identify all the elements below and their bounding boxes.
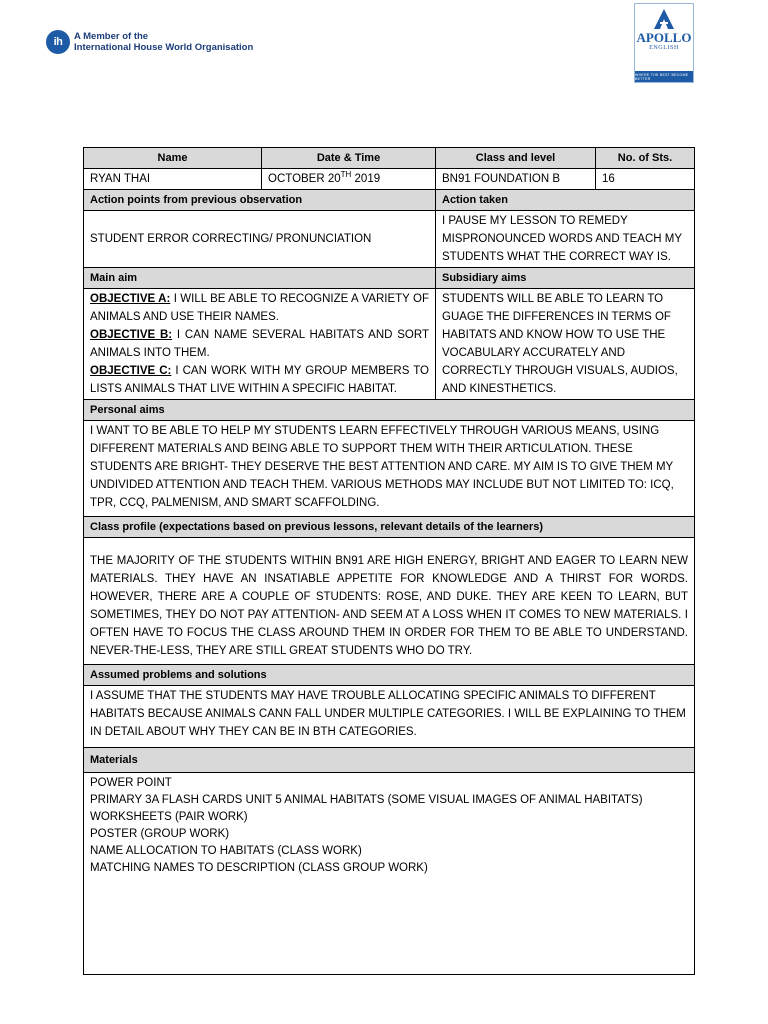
assumed-problems-value: I ASSUME THAT THE STUDENTS MAY HAVE TROUBLE ALLOCATING SPECIFIC ANIMALS TO DIFFERENT HABITATS BECAUSE ANIMALS CANN FALL UNDER MULTIPLE CATEGORIES. I WILL BE EXPLAINING TO THEM IN DETAIL ABOUT WHY THEY CAN BE IN BTH CATEGORIES. <box>84 686 695 748</box>
class-level-value: BN91 FOUNDATION B <box>436 169 596 190</box>
action-taken-value: I PAUSE MY LESSON TO REMEDY MISPRONOUNCED WORDS AND TEACH MY STUDENTS WHAT THE CORRECT WAY IS. <box>436 211 695 268</box>
ih-membership-text <box>74 31 253 53</box>
objective-a-label: OBJECTIVE A: <box>90 293 171 305</box>
material-item: NAME ALLOCATION TO HABITATS (CLASS WORK) <box>90 845 362 857</box>
objective-b-text: I CAN NAME SEVERAL HABITATS AND SORT ANIMALS INTO THEM. <box>90 329 429 359</box>
class-profile-label: Class profile (expectations based on previous lessons, relevant details of the learners) <box>84 517 695 538</box>
objective-a-text: I WILL BE ABLE TO RECOGNIZE A VARIETY OF ANIMALS AND USE THEIR NAMES. <box>90 293 429 323</box>
date-prefix: OCTOBER 20 <box>268 173 341 185</box>
apollo-tagline: WHERE THE BEST BECOME BETTER <box>635 71 693 82</box>
subsidiary-aims-value: STUDENTS WILL BE ABLE TO LEARN TO GUAGE THE DIFFERENCES IN TERMS OF HABITATS AND KNOW HOW TO USE THE VOCABULARY ACCURATELY AND CORRECTLY THROUGH VISUALS, AUDIOS, AND KINESTHETICS. <box>436 289 695 400</box>
ih-logo-icon: ih <box>46 30 70 54</box>
prev-observation-value: STUDENT ERROR CORRECTING/ PRONUNCIATION <box>84 211 436 268</box>
objective-c-text: I CAN WORK WITH MY GROUP MEMBERS TO LISTS ANIMALS THAT LIVE WITHIN A SPECIFIC HABITAT. <box>90 365 429 395</box>
objective-a <box>90 290 429 326</box>
class-profile-value: THE MAJORITY OF THE STUDENTS WITHIN BN91 ARE HIGH ENERGY, BRIGHT AND EAGER TO LEARN NEW MATERIALS. THEY HAVE AN INSATIABLE APPETITE FOR KNOWLEDGE AND A THIRST FOR WORDS. HOWEVER, THERE ARE A COUPLE OF STUDENTS: ROSE, AND DUKE. THEY ARE KEEN TO LEARN, BUT SOMETIMES, THEY DO NOT PAY ATTENTION- AND SEEM AT A LOSS WHEN IT COMES TO NEW MATERIALS. I OFTEN HAVE TO FOCUS THE CLASS AROUND THEM IN ORDER FOR THEM TO BE ABLE TO UNDERSTAND. NEVER-THE-LESS, THEY ARE STILL GREAT STUDENTS WHO DO TRY. <box>84 538 695 665</box>
action-taken-label: Action taken <box>436 190 695 211</box>
personal-aims-value: I WANT TO BE ABLE TO HELP MY STUDENTS LEARN EFFECTIVELY THROUGH VARIOUS MEANS, USING DIFFERENT MATERIALS AND BEING ABLE TO SUPPORT THEM WITH THEIR ARTICULATION. THESE STUDENTS ARE BRIGHT- THEY DESERVE THE BEST ATTENTION AND CARE. MY AIM IS TO GIVE THEM MY UNDIVIDED ATTENTION AND TEACH THEM. VARIOUS METHODS MAY INCLUDE BUT NOT LIMITED TO: ICQ, TPR, CCQ, PALMENISM, AND SMART SCAFFOLDING. <box>84 421 695 517</box>
name-value: RYAN THAI <box>84 169 262 190</box>
main-aim-value <box>84 289 436 400</box>
material-item: POSTER (GROUP WORK) <box>90 828 230 840</box>
apollo-emblem-icon <box>653 8 675 30</box>
material-item: WORKSHEETS (PAIR WORK) <box>90 811 248 823</box>
header-students: No. of Sts. <box>596 148 695 169</box>
header-class: Class and level <box>436 148 596 169</box>
header-name: Name <box>84 148 262 169</box>
ih-header <box>46 30 253 54</box>
materials-label: Materials <box>84 748 695 773</box>
objective-b <box>90 326 429 362</box>
personal-aims-label: Personal aims <box>84 400 695 421</box>
apollo-name: APOLLO <box>636 30 692 45</box>
material-item: POWER POINT <box>90 777 172 789</box>
apollo-sub: ENGLISH <box>649 45 679 51</box>
ih-line-1: A Member of the <box>74 31 149 42</box>
objective-b-label: OBJECTIVE B: <box>90 329 173 341</box>
ih-line-2: International House World Organisation <box>74 42 254 53</box>
assumed-problems-label: Assumed problems and solutions <box>84 665 695 686</box>
header-date: Date & Time <box>262 148 436 169</box>
date-sup: TH <box>340 170 352 180</box>
objective-c <box>90 362 429 398</box>
prev-observation-label: Action points from previous observation <box>84 190 436 211</box>
lesson-plan-table <box>83 147 695 975</box>
material-item: MATCHING NAMES TO DESCRIPTION (CLASS GROUP WORK) <box>90 862 428 874</box>
materials-value <box>84 773 695 975</box>
material-item: PRIMARY 3A FLASH CARDS UNIT 5 ANIMAL HABITATS (SOME VISUAL IMAGES OF ANIMAL HABITATS) <box>90 794 643 806</box>
apollo-logo <box>634 3 694 83</box>
main-aim-label: Main aim <box>84 268 436 289</box>
students-value: 16 <box>596 169 695 190</box>
objective-c-label: OBJECTIVE C: <box>90 365 172 377</box>
subsidiary-aims-label: Subsidiary aims <box>436 268 695 289</box>
date-value <box>262 169 436 190</box>
date-suffix: 2019 <box>351 173 381 185</box>
